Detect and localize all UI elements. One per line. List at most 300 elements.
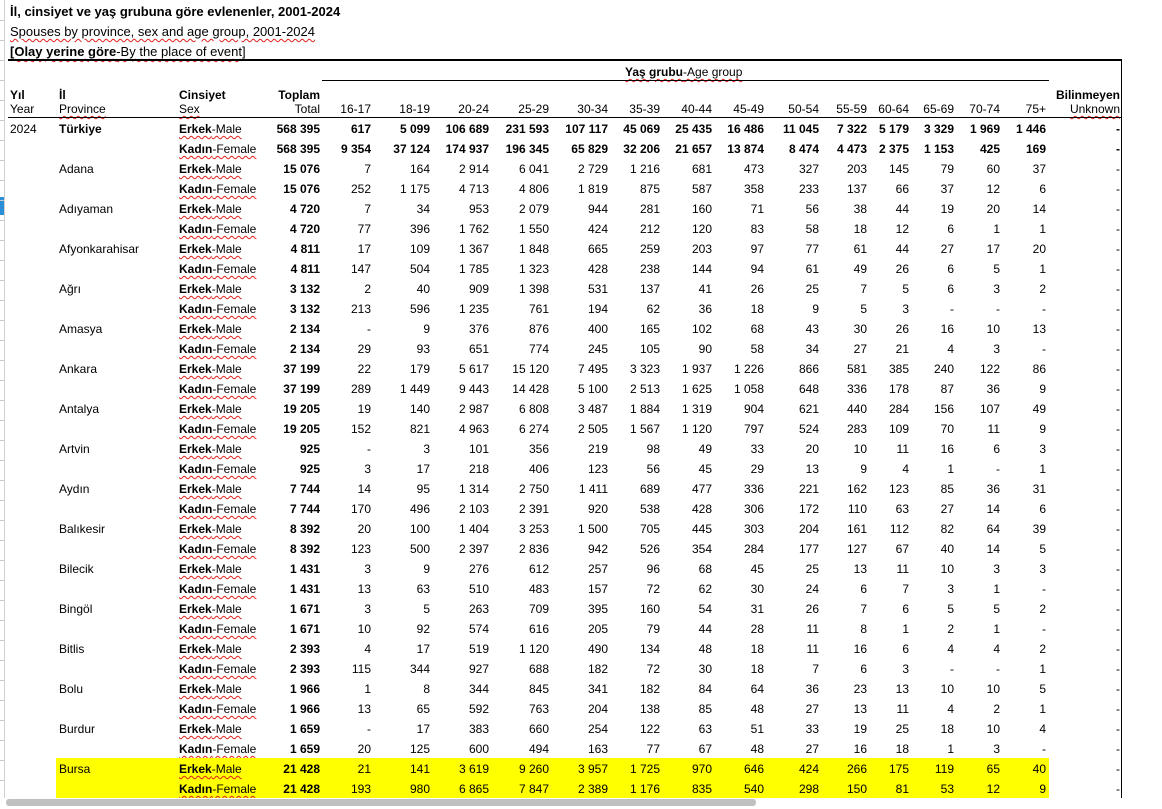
age-value-cell: 27	[940, 502, 954, 516]
age-value-cell: 82	[940, 522, 954, 536]
age-value-cell: 40	[940, 542, 954, 556]
age-value-cell: 821	[409, 422, 430, 436]
sex-cell-male: Erkek-Male	[179, 202, 242, 216]
age-value-cell: 95	[416, 482, 430, 496]
age-value-cell: 115	[351, 662, 371, 676]
age-value-cell: 6 041	[518, 162, 549, 176]
sex-cell-female: Kadın-Female	[179, 382, 257, 396]
age-value-cell: 11	[987, 422, 1000, 436]
total-cell: 19 205	[283, 402, 320, 416]
age-value-cell: 356	[528, 442, 549, 456]
age-value-cell: 37	[1032, 162, 1046, 176]
age-value-cell: 428	[587, 262, 608, 276]
age-value-cell: 1 567	[629, 422, 660, 436]
age-value-cell: 7 495	[577, 362, 608, 376]
age-value-cell: 45	[698, 462, 712, 476]
age-value-cell: 105	[639, 342, 660, 356]
unknown-cell: -	[1116, 402, 1120, 416]
total-cell: 37 199	[283, 362, 320, 376]
age-col-header: 35-39	[629, 102, 660, 116]
province-cell: Burdur	[59, 722, 96, 736]
sex-cell-female: Kadın-Female	[179, 662, 257, 676]
age-value-cell: 14	[357, 482, 371, 496]
age-value-cell: 65	[416, 702, 430, 716]
age-value-cell: -	[1042, 582, 1046, 596]
age-value-cell: 2 750	[518, 482, 549, 496]
age-value-cell: 178	[888, 382, 909, 396]
age-value-cell: 18	[750, 642, 764, 656]
age-value-cell: 161	[846, 522, 867, 536]
age-value-cell: 19	[853, 722, 867, 736]
age-value-cell: 406	[528, 462, 549, 476]
age-value-cell: 156	[933, 402, 954, 416]
age-value-cell: 428	[691, 502, 712, 516]
age-value-cell: 172	[798, 502, 819, 516]
age-value-cell: 62	[698, 582, 712, 596]
age-value-cell: 26	[750, 282, 764, 296]
age-value-cell: -	[950, 662, 954, 676]
age-value-cell: 90	[698, 342, 712, 356]
age-value-cell: 1 937	[681, 362, 712, 376]
age-value-cell: 904	[743, 402, 764, 416]
age-value-cell: 12	[895, 222, 909, 236]
age-value-cell: 8	[860, 622, 867, 636]
age-value-cell: 4	[1039, 722, 1046, 736]
age-value-cell: 48	[750, 742, 764, 756]
age-value-cell: 175	[888, 762, 909, 776]
unknown-cell: -	[1116, 682, 1120, 696]
age-value-cell: 11 045	[782, 122, 819, 136]
age-value-cell: 7	[364, 202, 371, 216]
age-value-cell: 581	[846, 362, 867, 376]
age-value-cell: 1	[1039, 702, 1046, 716]
age-value-cell: 483	[528, 582, 549, 596]
age-value-cell: 110	[847, 502, 867, 516]
age-value-cell: 616	[528, 622, 549, 636]
age-value-cell: 3	[993, 742, 1000, 756]
age-value-cell: 651	[468, 342, 489, 356]
age-value-cell: 1 120	[681, 422, 712, 436]
age-value-cell: 6 274	[518, 422, 549, 436]
unknown-cell: -	[1116, 522, 1120, 536]
total-cell: 37 199	[283, 382, 320, 396]
age-value-cell: 83	[750, 222, 764, 236]
sex-cell-male: Erkek-Male	[179, 282, 242, 296]
age-value-cell: 18	[895, 742, 909, 756]
row-separator	[0, 360, 4, 361]
total-cell: 7 744	[289, 482, 320, 496]
total-cell: 1 966	[289, 682, 320, 696]
sex-cell-male: Erkek-Male	[179, 482, 242, 496]
sex-cell-male: Erkek-Male	[179, 642, 242, 656]
age-value-cell: 20	[357, 522, 371, 536]
age-value-cell: 490	[587, 642, 608, 656]
age-value-cell: 134	[639, 642, 660, 656]
age-value-cell: 81	[895, 782, 909, 796]
unknown-cell: -	[1116, 542, 1120, 556]
col-total-tr: Toplam	[278, 88, 320, 102]
age-value-cell: 2	[993, 702, 1000, 716]
age-value-cell: 942	[587, 542, 608, 556]
total-cell: 21 428	[283, 782, 320, 796]
sex-cell-male: Erkek-Male	[179, 122, 242, 136]
age-value-cell: 298	[798, 782, 819, 796]
age-value-cell: 1 725	[629, 762, 660, 776]
sex-cell-male: Erkek-Male	[179, 402, 242, 416]
age-value-cell: 31	[1032, 482, 1046, 496]
age-value-cell: 9 260	[518, 762, 549, 776]
row-header-gutter[interactable]	[0, 0, 5, 798]
province-cell: Ağrı	[59, 282, 82, 296]
age-value-cell: 18	[853, 222, 867, 236]
age-value-cell: 170	[350, 502, 371, 516]
sex-cell-male: Erkek-Male	[179, 762, 242, 776]
age-value-cell: 400	[587, 322, 608, 336]
unknown-cell: -	[1116, 742, 1120, 756]
age-value-cell: 120	[691, 222, 712, 236]
age-value-cell: 68	[750, 322, 764, 336]
age-value-cell: 205	[587, 622, 608, 636]
total-cell: 4 811	[290, 262, 320, 276]
sex-cell-female: Kadın-Female	[179, 182, 257, 196]
age-value-cell: 2 391	[518, 502, 549, 516]
age-value-cell: 98	[646, 442, 660, 456]
age-value-cell: 385	[888, 362, 909, 376]
age-value-cell: 1	[364, 682, 371, 696]
age-value-cell: 79	[646, 622, 660, 636]
age-value-cell: 6	[947, 262, 954, 276]
total-cell: 568 395	[276, 142, 320, 156]
age-value-cell: 424	[587, 222, 608, 236]
unknown-cell: -	[1116, 482, 1120, 496]
age-value-cell: 123	[587, 462, 608, 476]
age-value-cell: 3	[1039, 442, 1046, 456]
age-value-cell: 1 550	[518, 222, 549, 236]
age-value-cell: 621	[798, 402, 819, 416]
age-value-cell: 36	[698, 302, 712, 316]
sex-cell-female: Kadın-Female	[179, 542, 257, 556]
age-value-cell: 866	[798, 362, 819, 376]
age-value-cell: 49	[698, 442, 712, 456]
unknown-cell: -	[1116, 202, 1120, 216]
age-value-cell: 219	[587, 442, 608, 456]
age-value-cell: 41	[698, 282, 712, 296]
age-value-cell: 7	[860, 602, 867, 616]
row-separator	[0, 140, 4, 141]
unknown-cell: -	[1116, 282, 1120, 296]
age-value-cell: 1	[1039, 222, 1046, 236]
age-value-cell: 909	[468, 282, 489, 296]
total-cell: 2 393	[289, 662, 320, 676]
age-value-cell: 5	[1039, 542, 1046, 556]
age-value-cell: 2 397	[458, 542, 489, 556]
age-value-cell: 2	[1039, 282, 1046, 296]
age-value-cell: 5	[947, 602, 954, 616]
sex-cell-female: Kadın-Female	[179, 502, 257, 516]
age-value-cell: 49	[1032, 402, 1046, 416]
age-value-cell: 34	[805, 342, 819, 356]
age-value-cell: 182	[587, 662, 608, 676]
age-value-cell: 341	[587, 682, 608, 696]
age-value-cell: 97	[750, 242, 764, 256]
age-value-cell: 763	[528, 702, 549, 716]
age-value-cell: 1	[1039, 262, 1046, 276]
horizontal-scrollbar[interactable]	[0, 798, 1162, 809]
age-value-cell: 524	[798, 422, 819, 436]
age-value-cell: 709	[528, 602, 549, 616]
province-cell: Bingöl	[59, 602, 93, 616]
age-value-cell: 26	[895, 322, 909, 336]
province-cell: Amasya	[59, 322, 103, 336]
age-value-cell: 48	[750, 702, 764, 716]
age-col-header: 18-19	[399, 102, 430, 116]
age-value-cell: 1	[993, 622, 1000, 636]
age-value-cell: 17	[416, 642, 430, 656]
age-value-cell: 33	[750, 442, 764, 456]
total-cell: 19 205	[283, 422, 320, 436]
age-value-cell: 174 937	[445, 142, 489, 156]
age-value-cell: 4	[993, 642, 1000, 656]
age-value-cell: 1	[993, 582, 1000, 596]
age-value-cell: 4 963	[458, 422, 489, 436]
age-value-cell: 16 486	[727, 122, 764, 136]
age-value-cell: 37	[940, 182, 954, 196]
age-value-cell: 33	[805, 722, 819, 736]
age-value-cell: 194	[587, 302, 608, 316]
age-value-cell: 27	[940, 242, 954, 256]
age-value-cell: 203	[846, 162, 867, 176]
age-value-cell: 204	[587, 702, 608, 716]
age-value-cell: 67	[698, 742, 712, 756]
age-value-cell: 61	[805, 262, 819, 276]
row-separator	[0, 700, 4, 701]
age-value-cell: 1 785	[458, 262, 489, 276]
age-value-cell: 10	[986, 722, 1000, 736]
age-value-cell: 540	[743, 782, 764, 796]
age-value-cell: 252	[350, 182, 371, 196]
age-value-cell: 519	[468, 642, 489, 656]
age-value-cell: 3	[993, 282, 1000, 296]
age-value-cell: 5 617	[458, 362, 489, 376]
unknown-cell: -	[1116, 762, 1120, 776]
age-value-cell: 3	[1039, 562, 1046, 576]
age-value-cell: 6	[860, 662, 867, 676]
age-value-cell: 30	[853, 322, 867, 336]
age-value-cell: 193	[350, 782, 371, 796]
age-value-cell: 71	[750, 202, 764, 216]
age-value-cell: 11	[896, 442, 909, 456]
row-separator	[0, 260, 4, 261]
age-value-cell: 303	[743, 522, 764, 536]
age-value-cell: 336	[846, 382, 867, 396]
age-value-cell: 970	[691, 762, 712, 776]
sex-cell-male: Erkek-Male	[179, 562, 242, 576]
age-value-cell: 797	[743, 422, 764, 436]
age-value-cell: 204	[798, 522, 819, 536]
age-value-cell: 263	[468, 602, 489, 616]
province-cell: Adana	[59, 162, 94, 176]
age-value-cell: 36	[986, 382, 1000, 396]
total-cell: 15 076	[283, 162, 320, 176]
age-col-header: 30-34	[577, 102, 608, 116]
age-value-cell: 289	[350, 382, 371, 396]
row-separator	[0, 600, 4, 601]
age-value-cell: 953	[468, 202, 489, 216]
total-cell: 1 431	[289, 582, 320, 596]
row-separator	[0, 460, 4, 461]
age-value-cell: 21 657	[675, 142, 712, 156]
age-value-cell: 94	[750, 262, 764, 276]
age-value-cell: 6	[1039, 502, 1046, 516]
row-separator	[0, 100, 4, 101]
age-value-cell: 3	[364, 462, 371, 476]
age-value-cell: 3 957	[577, 762, 608, 776]
province-cell: Artvin	[59, 442, 90, 456]
scrollbar-thumb[interactable]	[6, 799, 756, 806]
age-value-cell: 36	[805, 682, 819, 696]
age-value-cell: -	[1042, 302, 1046, 316]
header-top-rule	[8, 59, 1122, 61]
age-value-cell: 689	[639, 482, 660, 496]
sex-cell-female: Kadın-Female	[179, 462, 257, 476]
age-value-cell: 344	[468, 682, 489, 696]
age-value-cell: 1 819	[577, 182, 608, 196]
col-year-tr: Yıl	[10, 88, 25, 102]
unknown-cell: -	[1116, 302, 1120, 316]
age-value-cell: 14	[986, 502, 1000, 516]
age-value-cell: 25	[895, 722, 909, 736]
age-value-cell: 16	[853, 742, 867, 756]
age-value-cell: 63	[895, 502, 909, 516]
age-value-cell: 79	[940, 162, 954, 176]
total-cell: 21 428	[283, 762, 320, 776]
age-value-cell: 1 411	[578, 482, 608, 496]
sex-cell-female: Kadın-Female	[179, 422, 257, 436]
age-value-cell: 96	[646, 562, 660, 576]
age-value-cell: 56	[805, 202, 819, 216]
age-value-cell: 119	[934, 762, 954, 776]
age-value-cell: 13	[805, 462, 819, 476]
row-separator	[0, 340, 4, 341]
header-bottom-rule	[8, 117, 1122, 118]
sex-cell-male: Erkek-Male	[179, 602, 242, 616]
age-value-cell: 102	[691, 322, 712, 336]
age-value-cell: 9	[1039, 782, 1046, 796]
unknown-cell: -	[1116, 162, 1120, 176]
age-value-cell: 276	[468, 562, 489, 576]
age-value-cell: 179	[409, 362, 430, 376]
age-value-cell: 12	[986, 182, 1000, 196]
total-cell: 568 395	[276, 122, 320, 136]
age-value-cell: 920	[587, 502, 608, 516]
age-value-cell: 327	[798, 162, 819, 176]
row-separator	[0, 60, 4, 61]
age-value-cell: 38	[853, 202, 867, 216]
age-value-cell: 44	[895, 242, 909, 256]
age-value-cell: 160	[639, 602, 660, 616]
age-value-cell: 77	[357, 222, 371, 236]
age-value-cell: 395	[587, 602, 608, 616]
row-separator	[0, 560, 4, 561]
age-value-cell: 101	[468, 442, 489, 456]
age-value-cell: 5	[1039, 682, 1046, 696]
age-value-cell: 3 329	[923, 122, 954, 136]
province-cell: Türkiye	[59, 122, 102, 136]
total-cell: 2 134	[289, 342, 320, 356]
age-value-cell: 531	[587, 282, 608, 296]
age-value-cell: 144	[691, 262, 712, 276]
age-value-cell: 72	[646, 662, 660, 676]
total-cell: 1 671	[289, 602, 320, 616]
age-value-cell: 425	[979, 142, 1000, 156]
age-value-cell: 980	[409, 782, 430, 796]
age-value-cell: 1 500	[577, 522, 608, 536]
age-value-cell: 37 124	[393, 142, 430, 156]
age-value-cell: 259	[639, 242, 660, 256]
unknown-cell: -	[1116, 422, 1120, 436]
age-value-cell: 51	[750, 722, 764, 736]
age-value-cell: 84	[698, 682, 712, 696]
age-value-cell: 16	[853, 642, 867, 656]
age-value-cell: 127	[846, 542, 867, 556]
age-value-cell: 7 322	[836, 122, 867, 136]
province-cell: Bilecik	[59, 562, 94, 576]
age-value-cell: 7 847	[518, 782, 549, 796]
age-value-cell: 169	[1025, 142, 1046, 156]
age-value-cell: 60	[986, 162, 1000, 176]
sex-cell-female: Kadın-Female	[179, 262, 257, 276]
age-value-cell: 27	[853, 342, 867, 356]
row-separator	[0, 500, 4, 501]
age-value-cell: 5	[423, 602, 430, 616]
age-value-cell: 396	[409, 222, 430, 236]
total-cell: 925	[299, 462, 320, 476]
age-value-cell: 141	[409, 762, 430, 776]
total-cell: 7 744	[289, 502, 320, 516]
table-title-en	[10, 24, 315, 39]
age-value-cell: 18	[940, 722, 954, 736]
age-value-cell: 477	[691, 482, 712, 496]
age-value-cell: 3 619	[458, 762, 489, 776]
province-cell: Afyonkarahisar	[59, 242, 140, 256]
age-value-cell: 18	[750, 662, 764, 676]
age-value-cell: 49	[853, 262, 867, 276]
age-value-cell: 22	[357, 362, 371, 376]
age-value-cell: 3	[902, 662, 909, 676]
age-value-cell: 11	[896, 702, 909, 716]
age-value-cell: 16	[940, 442, 954, 456]
age-value-cell: 23	[853, 682, 867, 696]
age-value-cell: 11	[806, 622, 819, 636]
age-value-cell: 68	[698, 562, 712, 576]
age-value-cell: 13 874	[727, 142, 764, 156]
total-cell: 8 392	[289, 542, 320, 556]
province-cell: Balıkesir	[59, 522, 106, 536]
age-value-cell: 3	[364, 562, 371, 576]
age-value-cell: 9 354	[340, 142, 371, 156]
unknown-cell: -	[1116, 182, 1120, 196]
age-value-cell: 1 446	[1015, 122, 1046, 136]
age-value-cell: 63	[698, 722, 712, 736]
age-value-cell: 45	[750, 562, 764, 576]
age-value-cell: 1 449	[399, 382, 430, 396]
age-value-cell: 30	[698, 662, 712, 676]
age-value-cell: 140	[409, 402, 430, 416]
sex-cell-female: Kadın-Female	[179, 142, 257, 156]
age-value-cell: 3	[423, 442, 430, 456]
age-value-cell: 145	[888, 162, 909, 176]
age-value-cell: 7	[902, 582, 909, 596]
